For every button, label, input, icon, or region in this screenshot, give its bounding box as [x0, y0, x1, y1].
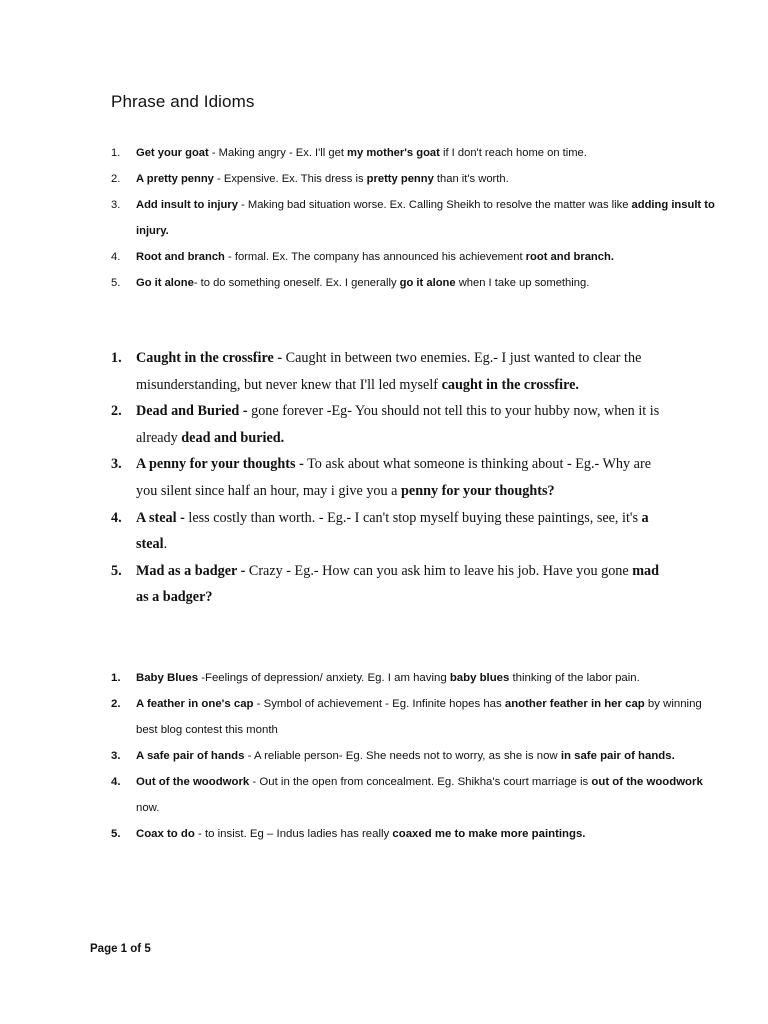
idiom-text-end: if I don't reach home on time. [439, 147, 587, 159]
idiom-highlight: go it alone [399, 277, 456, 289]
idiom-highlight: penny for your thoughts? [401, 482, 555, 499]
idiom-text-end: than it's worth. [433, 173, 509, 185]
idiom-text: -Feelings of depression/ anxiety. Eg. I am having [198, 672, 450, 684]
item-number: 5. [111, 562, 122, 579]
item-number: 1. [111, 147, 121, 159]
idiom-highlight: in safe pair of hands. [560, 750, 675, 762]
idiom-text: - to insist. Eg – Indus ladies has really [194, 828, 393, 840]
idioms-list-3 [111, 665, 721, 847]
idiom-text: - Making angry - Ex. I'll get [208, 147, 348, 159]
idiom-term: A feather in one's cap [136, 698, 254, 710]
page-number: Page 1 of 5 [90, 943, 151, 955]
idiom-text-end: . [163, 536, 168, 553]
idiom-term: Root and branch [136, 251, 225, 263]
list-item [111, 505, 671, 558]
item-number: 2. [111, 698, 121, 710]
idiom-term: Caught in the crossfire - [136, 350, 283, 366]
idiom-term: Baby Blues [136, 672, 199, 684]
list-item [111, 192, 721, 244]
idiom-term: A steal - [136, 509, 185, 526]
idiom-text-end: now. [136, 802, 160, 814]
list-item [111, 558, 671, 611]
list-item [111, 769, 721, 821]
idiom-highlight: coaxed me to make more paintings. [392, 828, 586, 840]
idiom-term: Coax to do [136, 828, 195, 840]
list-item [111, 140, 721, 166]
idiom-text: To ask about what someone is thinking about - Eg.- Why are you silent since half an hour, may i give you a [136, 456, 651, 499]
list-item [111, 821, 721, 847]
idiom-text: Crazy - Eg.- How can you ask him to leave his job. Have you gone [245, 562, 633, 579]
item-number: 3. [111, 750, 121, 762]
idiom-term: Go it alone [136, 277, 194, 289]
idiom-text: - to do something oneself. Ex. I generally [193, 277, 400, 289]
idiom-highlight: pretty penny [366, 173, 434, 185]
idiom-highlight: baby blues [449, 672, 510, 684]
list-item [111, 398, 671, 451]
idiom-highlight: root and branch. [525, 251, 614, 263]
list-item [111, 244, 721, 270]
idiom-highlight: another feather in her cap [504, 698, 645, 710]
idiom-highlight: my mother's goat [347, 147, 440, 159]
idiom-term: A penny for your thoughts - [136, 456, 304, 473]
idiom-highlight: out of the woodwork [591, 776, 703, 788]
idiom-term: Add insult to injury [136, 199, 238, 211]
item-number: 4. [111, 509, 122, 526]
idiom-text: Caught in between two enemies. Eg.- I just wanted to clear the misunderstanding, but never knew that I'll led myself [136, 350, 642, 393]
idiom-text: less costly than worth. - Eg.- I can't stop myself buying these paintings, see, it's [184, 509, 642, 526]
list-item [111, 451, 671, 504]
idiom-highlight: mad as a badger? [136, 562, 660, 606]
idiom-text: - Expensive. Ex. This dress is [213, 173, 367, 185]
list-item [111, 166, 721, 192]
item-number: 2. [111, 173, 121, 185]
list-item [111, 270, 721, 296]
idiom-text: gone forever -Eg- You should not tell this to your hubby now, when it is already [136, 403, 660, 446]
idiom-highlight: adding insult to injury. [136, 199, 715, 237]
page-title: Phrase and Idioms [111, 92, 255, 111]
idiom-text-end: when I take up something. [455, 277, 590, 289]
item-number: 2. [111, 403, 122, 420]
idiom-term: Mad as a badger - [136, 562, 246, 579]
idiom-text: - Making bad situation worse. Ex. Calling Sheikh to resolve the matter was like [237, 199, 632, 211]
idiom-text: - A reliable person- Eg. She needs not to worry, as she is now [244, 750, 561, 762]
list-item [111, 665, 721, 691]
idiom-text: - Out in the open from concealment. Eg. Shikha's court marriage is [249, 776, 592, 788]
idiom-term: A safe pair of hands [136, 750, 245, 762]
idioms-list-2 [111, 345, 671, 611]
item-number: 5. [111, 277, 121, 289]
list-item [111, 691, 721, 743]
idiom-text-end: by winning best blog contest this month [136, 698, 702, 736]
idiom-highlight: caught in the crossfire. [441, 376, 579, 393]
idiom-text: - Symbol of achievement - Eg. Infinite hopes has [253, 698, 505, 710]
item-number: 1. [111, 350, 122, 366]
idiom-term: Dead and Buried - [136, 403, 248, 420]
idiom-highlight: a steal [136, 509, 649, 553]
list-item [111, 743, 721, 769]
item-number: 4. [111, 776, 121, 788]
idiom-text: - formal. Ex. The company has announced his achievement [224, 251, 526, 263]
idiom-term: A pretty penny [136, 173, 214, 185]
item-number: 4. [111, 251, 121, 263]
list-item [111, 345, 671, 398]
item-number: 3. [111, 456, 122, 473]
idiom-text-end: thinking of the labor pain. [509, 672, 640, 684]
idiom-term: Out of the woodwork [136, 776, 250, 788]
idiom-highlight: dead and buried. [181, 429, 285, 446]
idiom-term: Get your goat [136, 147, 209, 159]
item-number: 1. [111, 672, 121, 684]
idioms-list-1 [111, 140, 721, 296]
item-number: 3. [111, 199, 121, 211]
item-number: 5. [111, 828, 121, 840]
